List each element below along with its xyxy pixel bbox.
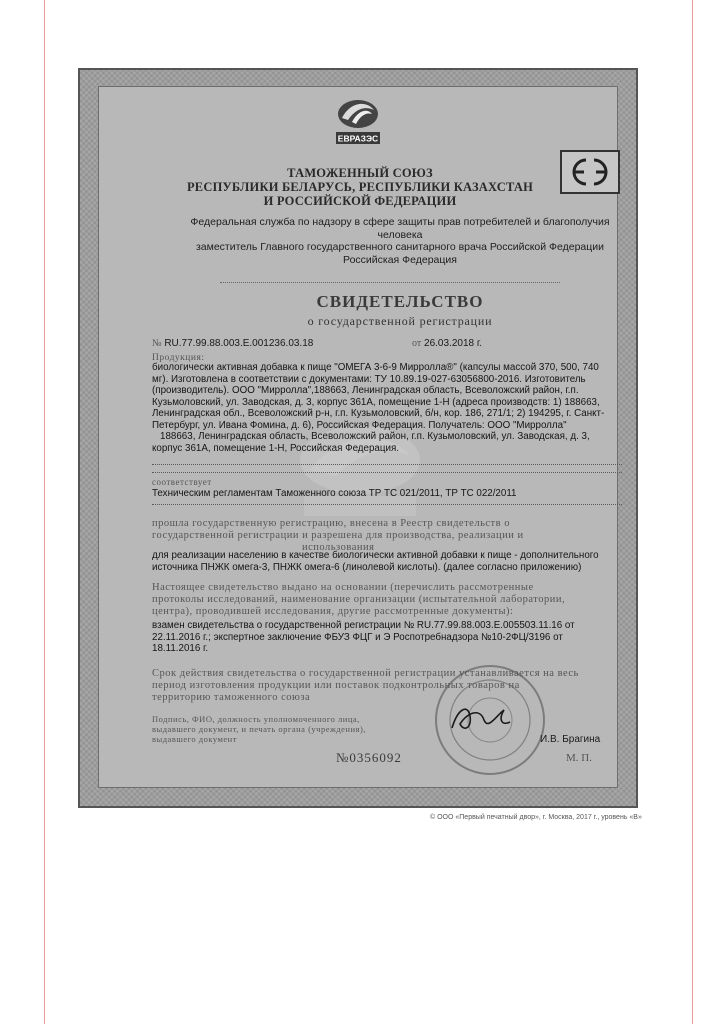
product-line-5: Ленинградская обл., Всеволожский р-н, г.п. Кузьмоловский, б/н, кор. 186, 271/1; 2) 194295, г. Санкт- [152,408,605,419]
product-description [152,362,622,454]
intended-use [152,550,622,573]
validity-line-1: Срок действия свидетельства о государственной регистрации устанавливается на весь [152,668,579,679]
right-margin-line [692,0,693,1024]
date-value: 26.03.2018 г. [424,338,483,349]
validity-statement [152,668,622,704]
signer-name: И.В. Брагина [540,734,601,745]
certificate-date [412,338,482,349]
issuing-agency [170,216,630,266]
product-line-1: биологически активная добавка к пище "ОМЕГА 3-6-9 Мирролла®" (капсулы массой 370, 500, 740 [152,362,599,373]
dotted-separator-1 [152,464,622,466]
product-line-7: 188663, Ленинградская область, Всеволожский район, г.п. Кузьмоловский, ул. Заводская, д. 3, [160,431,590,442]
basis-text-1: взамен свидетельства о государственной регистрации № RU.77.99.88.003.Е.005503.11.16 от [152,620,575,631]
basis-documents [152,620,622,655]
left-margin-line [44,0,45,1024]
form-serial-number: №0356092 [336,750,402,765]
product-line-3: (производитель). ООО "Мирролла",188663, Ленинградская область, Всеволожский район, г.п. [152,385,579,396]
conformity-label: соответствует [152,477,212,487]
product-label: Продукция: [152,353,205,363]
product-line-2: мг). Изготовлена в соответствии с документами: ТУ 10.89.19-027-63056800-2016. Изготовитель [152,373,586,385]
agency-line-1: Федеральная служба по надзору в сфере защиты прав потребителей и благополучия человека [190,216,610,241]
union-line-1: ТАМОЖЕННЫЙ СОЮЗ [287,166,433,180]
registration-line-3: использования [302,542,375,553]
faint-separator [220,276,560,283]
registration-line-1: прошла государственную регистрацию, внесена в Реестр свидетельств о [152,518,510,529]
validity-line-3: территорию таможенного союза [152,692,311,703]
handwritten-signature [446,698,516,738]
number-label: № [152,338,162,349]
dotted-separator-2 [152,472,622,474]
agency-line-3: Российская Федерация [343,253,457,266]
eaes-logo [326,92,390,148]
number-value: RU.77.99.88.003.Е.001236.03.18 [164,338,314,349]
use-line-1: для реализации населению в качестве биологически активной добавки к пище - дополнительного [152,550,599,561]
certificate-number [152,338,313,349]
registration-line-2: государственной регистрации и разрешена для производства, реализации и [152,530,524,541]
certificate-title: СВИДЕТЕЛЬСТВО [316,292,484,311]
dotted-separator-3 [152,504,622,506]
product-line-8: корпус 361А, помещение 1-Н, Российская Федерация. [152,442,399,454]
basis-line-3: центра), проводившей исследования, другие рассмотренные документы): [152,606,514,617]
basis-text-2: 22.11.2016 г.; экспертное заключение ФБУЗ ФЦГ и Э Роспотребнадзора №10-2ФЦ/3196 от [152,631,563,643]
basis-line-2: протоколы исследований, наименование организации (испытательной лаборатории, [152,594,566,605]
registration-statement [152,518,622,554]
date-label: от [412,338,422,349]
basis-line-1: Настоящее свидетельство выдано на основании (перечислить рассмотренные [152,582,534,593]
agency-line-2: заместитель Главного государственного санитарного врача Российской Федерации [195,241,605,253]
signature-caption-line-3: выдавшего документ [152,734,237,744]
printer-credit: © ООО «Первый печатный двор», г. Москва, 2017 г., уровень «В» [430,814,642,821]
union-line-3: И РОССИЙСКОЙ ФЕДЕРАЦИИ [263,194,457,208]
signature-caption-line-1: Подпись, ФИО, должность уполномоченного лица, [152,714,360,724]
union-line-2: РЕСПУБЛИКИ БЕЛАРУСЬ, РЕСПУБЛИКИ КАЗАХСТАН [186,180,534,194]
certificate-subtitle: о государственной регистрации [307,314,493,328]
product-line-4: Кузьмоловский, ул. Заводская, д. 3, корпус 361А, помещение 1-Н (адреса производств: 1) 188663, [152,396,600,408]
basis-statement [152,582,622,618]
customs-union-header [170,166,550,208]
eac-mark-icon [560,150,620,194]
use-line-2: источника ПНЖК омега-3, ПНЖК омега-6 (линолевой кислоты). (далее согласно приложению) [152,561,582,573]
seal-place-label: М. П. [566,752,592,764]
product-line-6: Петербург, ул. Ивана Фомина, д. 6), Российская Федерация. Получатель: ООО "Мирролла" [152,419,567,431]
basis-text-3: 18.11.2016 г. [152,643,209,654]
certificate-document [78,68,638,808]
signature-caption-line-2: выдавшего документ, и печать органа (учреждения), [152,724,366,734]
conformity-text: Техническим регламентам Таможенного союза ТР ТС 021/2011, ТР ТС 022/2011 [152,488,517,499]
signature-caption [152,714,412,744]
validity-line-2: период изготовления продукции или поставок подконтрольных товаров на [152,680,520,691]
eaes-logo-text: ЕВРАЗЭС [337,133,379,144]
